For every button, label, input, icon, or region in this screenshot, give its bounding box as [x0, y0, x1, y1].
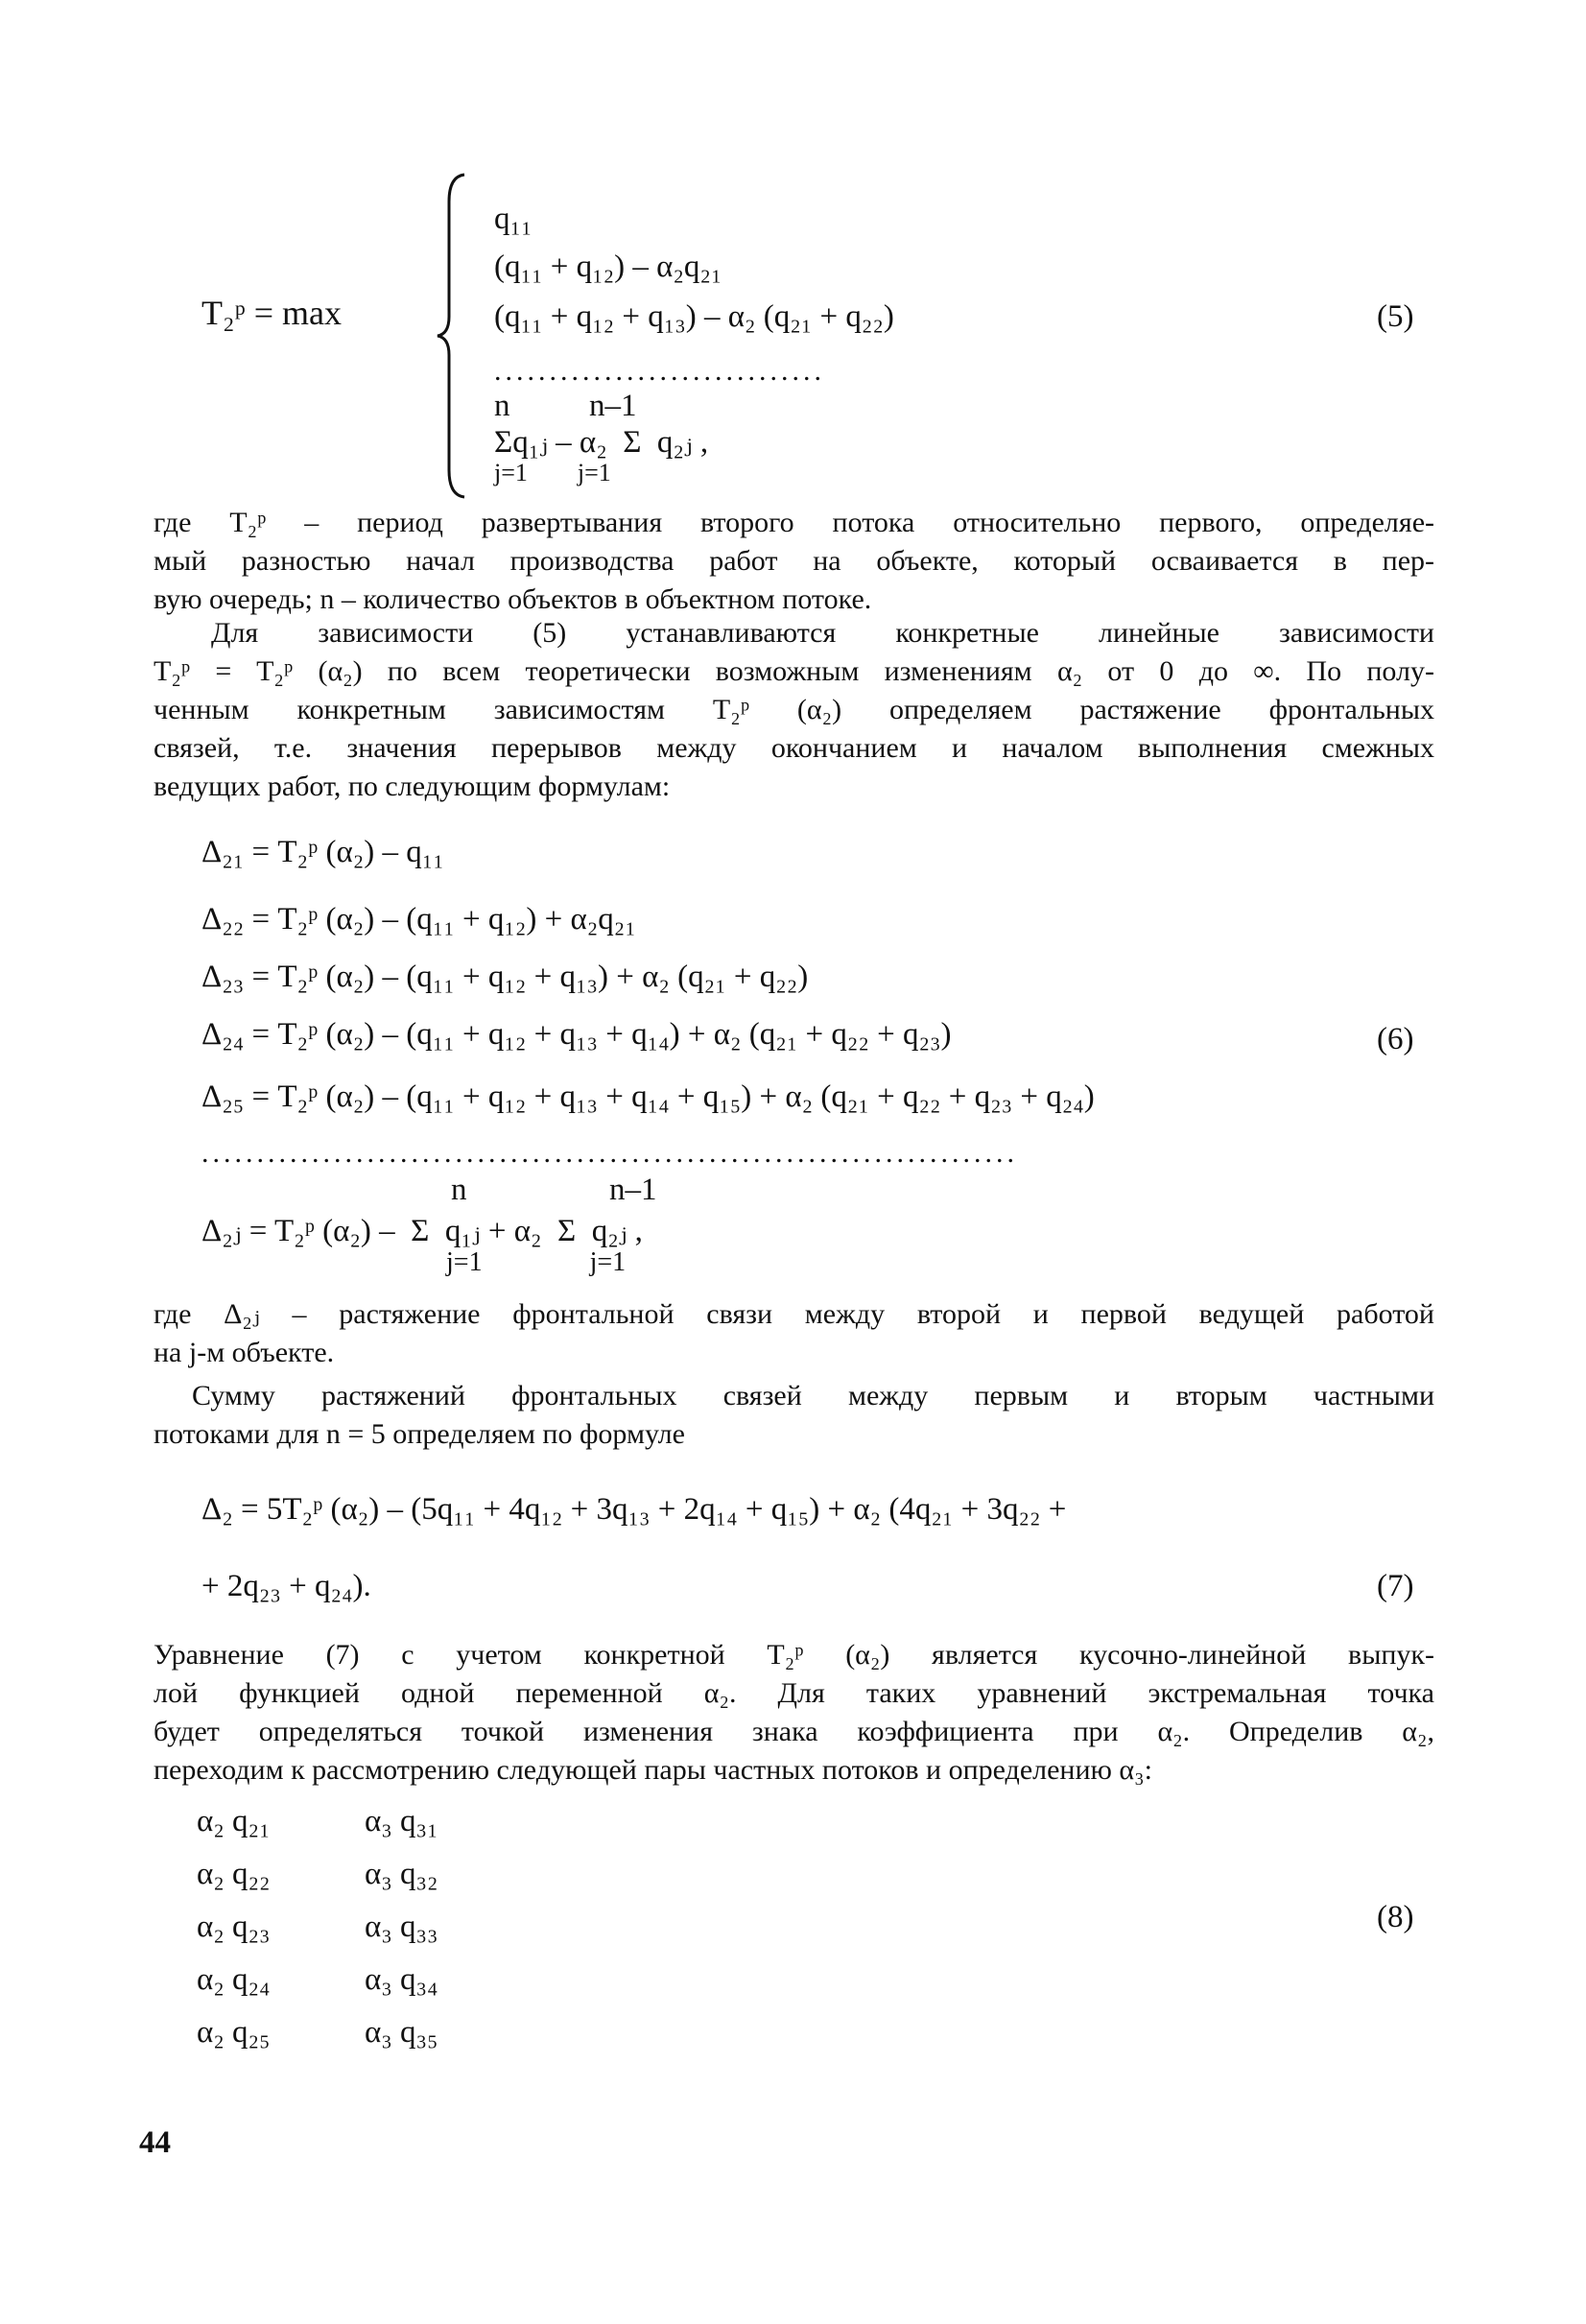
eq8-col1-row2: α₂ q₂₂	[197, 1857, 271, 1891]
text-line: мый разностью начал производства работ на объекте, который осваивается в пер-	[154, 545, 1434, 577]
text-line: вую очередь; n – количество объектов в объектном потоке.	[154, 583, 872, 615]
text-line: где Δ₂ⱼ – растяжение фронтальной связи между второй и первой ведущей работой	[154, 1298, 1434, 1330]
eq6-general: Δ₂ⱼ = T₂ᵖ (α₂) – Σ q₁ⱼ + α₂ Σ q₂ⱼ ,	[201, 1214, 643, 1248]
eq6-number: (6)	[1377, 1022, 1414, 1056]
eq8-number: (8)	[1377, 1900, 1414, 1934]
text-line: лой функцией одной переменной α₂. Для таких уравнений экстремальная точка	[154, 1677, 1434, 1709]
eq5-dots: ..............................	[494, 355, 825, 387]
text-line: ченным конкретным зависимостям T₂ᵖ (α₂) определяем растяжение фронтальных	[154, 694, 1434, 725]
eq8-col2-row4: α₃ q₃₄	[365, 1962, 438, 1997]
paragraph-convex-function	[154, 1636, 1434, 1790]
text-line: связей, т.е. значения перерывов между окончанием и началом выполнения смежных	[154, 732, 1434, 764]
eq5-sum: Σq₁ⱼ – α₂ Σ q₂ⱼ ,	[494, 425, 709, 460]
eq8-col1-row1: α₂ q₂₁	[197, 1804, 271, 1838]
text-line: Сумму растяжений фронтальных связей между первым и вторым частными	[192, 1380, 1434, 1411]
eq6-general-top: n n–1	[451, 1173, 657, 1207]
text-line: Для зависимости (5) устанавливаются конкретные линейные зависимости	[211, 617, 1434, 649]
eq6-line-3: Δ₂₃ = T₂ᵖ (α₂) – (q₁₁ + q₁₂ + q₁₃) + α₂ (q₂₁ + q₂₂)	[201, 960, 809, 994]
paragraph-definition-delta	[154, 1295, 1434, 1372]
text-line: будет определяться точкой изменения знака коэффициента при α₂. Определив α₂,	[154, 1716, 1434, 1747]
eq8-col1-row4: α₂ q₂₄	[197, 1962, 271, 1997]
eq8-col1-row3: α₂ q₂₃	[197, 1909, 271, 1944]
eq6-line-5: Δ₂₅ = T₂ᵖ (α₂) – (q₁₁ + q₁₂ + q₁₃ + q₁₄ + q₁₅) + α₂ (q₂₁ + q₂₂ + q₂₃ + q₂₄)	[201, 1079, 1095, 1114]
text-line: Уравнение (7) с учетом конкретной T₂ᵖ (α₂) является кусочно-линейной выпук-	[154, 1639, 1434, 1671]
text-line: на j-м объекте.	[154, 1337, 335, 1368]
eq5-case-3: (q₁₁ + q₁₂ + q₁₃) – α₂ (q₂₁ + q₂₂)	[494, 299, 894, 334]
eq6-line-4: Δ₂₄ = T₂ᵖ (α₂) – (q₁₁ + q₁₂ + q₁₃ + q₁₄) + α₂ (q₂₁ + q₂₂ + q₂₃)	[201, 1017, 952, 1052]
eq6-line-2: Δ₂₂ = T₂ᵖ (α₂) – (q₁₁ + q₁₂) + α₂q₂₁	[201, 902, 636, 937]
eq8-col2-row3: α₃ q₃₃	[365, 1909, 438, 1944]
paragraph-linear-dependencies	[154, 614, 1434, 806]
text-line: T₂ᵖ = T₂ᵖ (α₂) по всем теоретически возможным изменениям α₂ от 0 до ∞. По полу-	[154, 655, 1434, 687]
text-line: где T₂ᵖ – период развертывания второго потока относительно первого, определяе-	[154, 507, 1434, 538]
eq7-number: (7)	[1377, 1569, 1414, 1603]
eq5-case-2: (q₁₁ + q₁₂) – α₂q₂₁	[494, 249, 722, 284]
page-number: 44	[139, 2125, 171, 2160]
text-line: ведущих работ, по следующим формулам:	[154, 771, 671, 802]
text-line: потоками для n = 5 определяем по формуле	[154, 1418, 685, 1450]
eq5-lhs: T₂ᵖ = max	[201, 294, 343, 332]
eq7-line-1: Δ₂ = 5T₂ᵖ (α₂) – (5q₁₁ + 4q₁₂ + 3q₁₃ + 2q₁₄ + q₁₅) + α₂ (4q₂₁ + 3q₂₂ +	[201, 1492, 1067, 1527]
eq8-col1-row5: α₂ q₂₅	[197, 2015, 271, 2050]
text-line: переходим к рассмотрению следующей пары частных потоков и определению α₃:	[154, 1754, 1152, 1786]
eq8-col2-row1: α₃ q₃₁	[365, 1804, 438, 1838]
eq8-col2-row2: α₃ q₃₂	[365, 1857, 438, 1891]
eq5-case-1: q₁₁	[494, 202, 533, 236]
left-brace-icon	[432, 173, 470, 499]
paragraph-definition-t2p	[154, 504, 1434, 619]
paragraph-sum-of-stretches	[154, 1377, 1434, 1454]
eq7-line-2: + 2q₂₃ + q₂₄).	[201, 1569, 371, 1603]
eq8-col2-row5: α₃ q₃₅	[365, 2015, 438, 2050]
eq5-sum-bottom: j=1 j=1	[494, 459, 611, 486]
eq5-sum-top: n n–1	[494, 389, 637, 423]
eq6-dots: ..........................................................................	[201, 1137, 1018, 1169]
eq6-general-bottom: j=1 j=1	[446, 1247, 627, 1277]
eq5-number: (5)	[1377, 299, 1414, 334]
eq6-line-1: Δ₂₁ = T₂ᵖ (α₂) – q₁₁	[201, 835, 444, 869]
